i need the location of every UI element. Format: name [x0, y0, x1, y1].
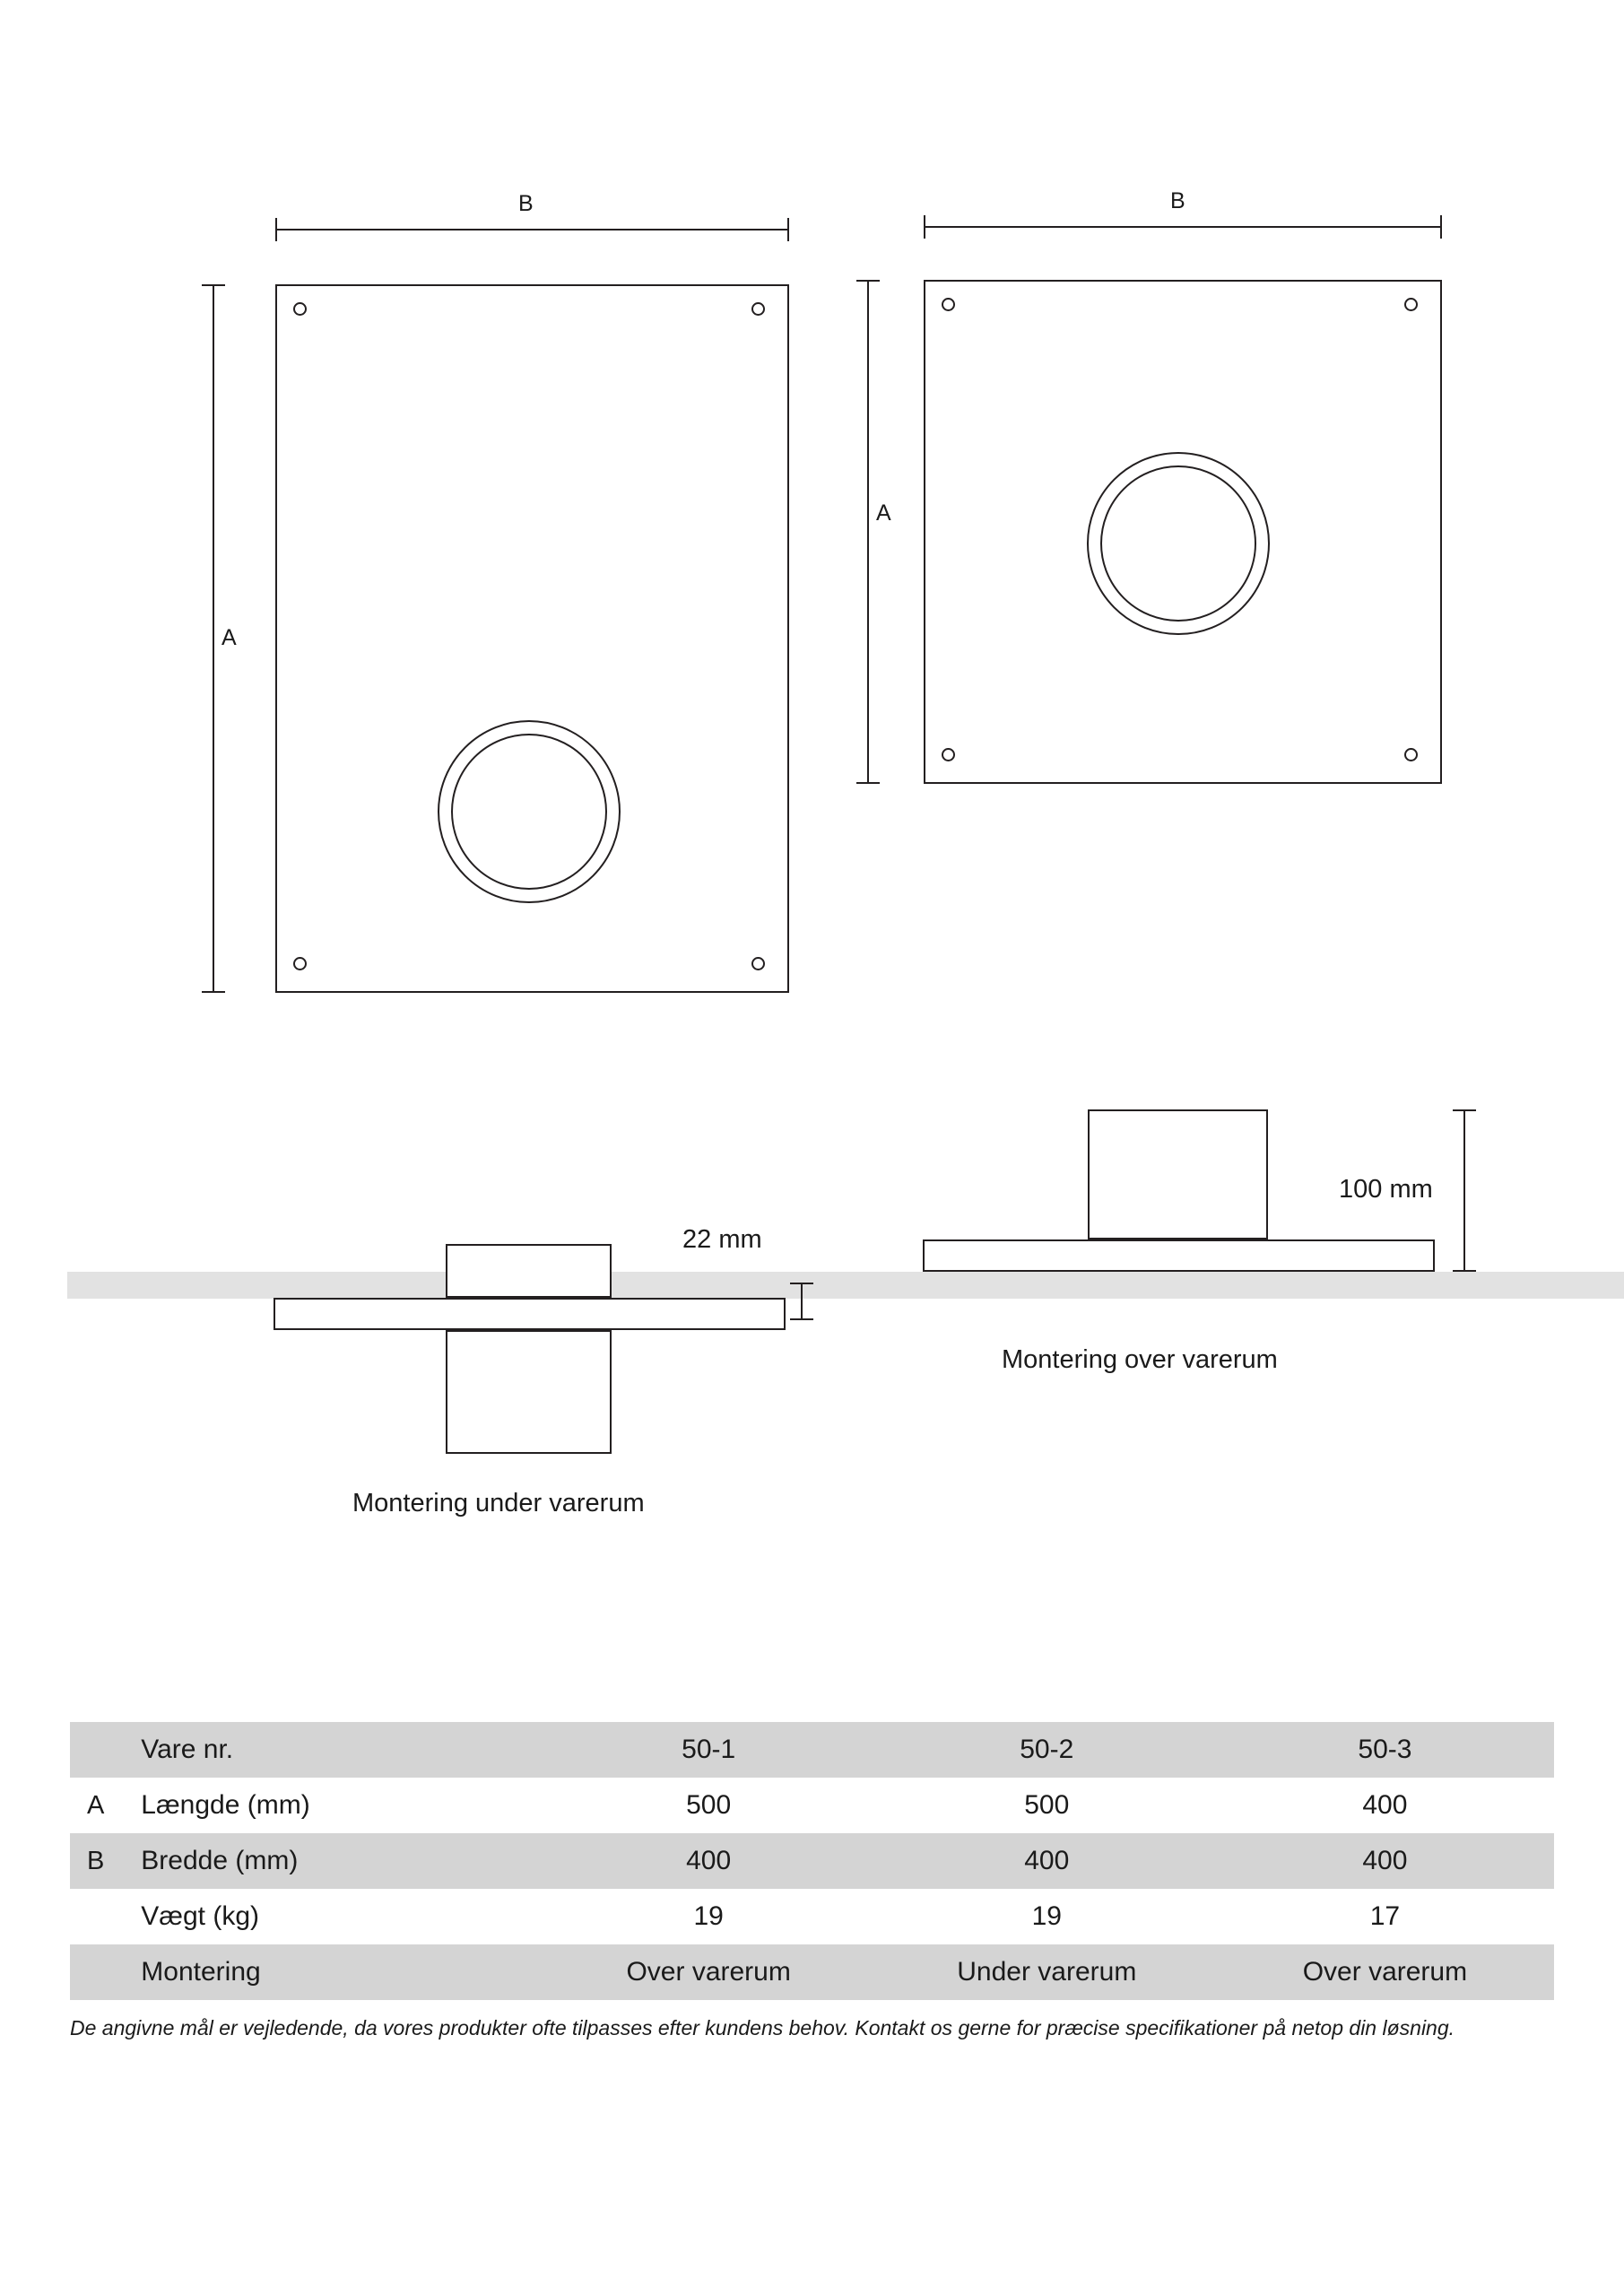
- row-ab-label: [70, 1944, 121, 2000]
- under-varerum-thickness-dimension-line: [801, 1283, 803, 1320]
- row-value-1: 500: [540, 1778, 878, 1833]
- right-plate-bolt-bottom-right: [1404, 748, 1418, 761]
- over-varerum-height-label: 100 mm: [1339, 1175, 1433, 1204]
- left-plate-width-label: B: [518, 191, 534, 216]
- right-plate-bolt-bottom-left: [942, 748, 955, 761]
- over-varerum-plate: [923, 1239, 1435, 1272]
- row-ab-label: [70, 1889, 121, 1944]
- left-plate-height-label: A: [221, 625, 237, 650]
- right-plate-bolt-top-left: [942, 298, 955, 311]
- under-varerum-thickness-label: 22 mm: [682, 1225, 762, 1254]
- table-row: [70, 1944, 1554, 2000]
- under-varerum-caption: Montering under varerum: [352, 1489, 645, 1518]
- right-plate-height-tick-bottom: [856, 782, 880, 784]
- over-varerum-height-tick-bottom: [1453, 1270, 1476, 1272]
- table-row: [70, 1778, 1554, 1833]
- right-plate-height-label: A: [876, 500, 891, 526]
- left-plate-width-tick-end: [787, 218, 789, 241]
- row-value-3: 400: [1216, 1778, 1554, 1833]
- right-plate-width-tick-end: [1440, 215, 1442, 239]
- row-ab-label: A: [70, 1778, 121, 1833]
- row-value-2: 400: [878, 1833, 1216, 1889]
- left-plate-bolt-bottom-right: [751, 957, 765, 970]
- row-ab-label: [70, 1722, 121, 1778]
- row-value-2: Under varerum: [878, 1944, 1216, 2000]
- row-value-3: 50-3: [1216, 1722, 1554, 1778]
- right-plate-width-tick-start: [924, 215, 925, 239]
- row-value-1: 19: [540, 1889, 878, 1944]
- left-plate-height-tick-bottom: [202, 991, 225, 993]
- left-plate-bolt-top-left: [293, 302, 307, 316]
- specification-table-body: [70, 1722, 1554, 2000]
- row-value-1: Over varerum: [540, 1944, 878, 2000]
- right-plate-width-label: B: [1170, 188, 1185, 213]
- left-plate-bolt-bottom-left: [293, 957, 307, 970]
- under-varerum-plate: [274, 1298, 786, 1330]
- left-plate-hole-inner-ring: [451, 734, 607, 890]
- under-varerum-thickness-tick-top: [790, 1283, 813, 1284]
- row-value-1: 50-1: [540, 1722, 878, 1778]
- row-name: Vægt (kg): [121, 1889, 539, 1944]
- right-plate-bolt-top-right: [1404, 298, 1418, 311]
- footnote-text: De angivne mål er vejledende, da vores produkter ofte tilpasses efter kundens behov. Kontakt os gerne for præcise specifikationer på netop din løsning.: [70, 2016, 1455, 2039]
- specification-table: [70, 1722, 1554, 2000]
- right-plate-height-dimension-line: [867, 280, 869, 784]
- left-plate-height-tick-top: [202, 284, 225, 286]
- table-row: [70, 1889, 1554, 1944]
- floor-band-left: [67, 1272, 812, 1299]
- row-value-1: 400: [540, 1833, 878, 1889]
- right-plate-height-tick-top: [856, 280, 880, 282]
- left-plate-width-dimension-line: [275, 229, 789, 230]
- over-varerum-duct: [1088, 1109, 1268, 1239]
- left-plate-bolt-top-right: [751, 302, 765, 316]
- row-name: Montering: [121, 1944, 539, 2000]
- row-name: Bredde (mm): [121, 1833, 539, 1889]
- under-varerum-duct-top: [446, 1244, 612, 1298]
- row-value-3: 17: [1216, 1889, 1554, 1944]
- over-varerum-caption: Montering over varerum: [1002, 1345, 1278, 1374]
- row-value-3: 400: [1216, 1833, 1554, 1889]
- row-value-2: 500: [878, 1778, 1216, 1833]
- row-ab-label: B: [70, 1833, 121, 1889]
- row-name: Længde (mm): [121, 1778, 539, 1833]
- row-value-2: 19: [878, 1889, 1216, 1944]
- left-plate-height-dimension-line: [213, 284, 214, 993]
- over-varerum-height-dimension-line: [1463, 1109, 1465, 1272]
- under-varerum-thickness-tick-bottom: [790, 1318, 813, 1320]
- row-name: Vare nr.: [121, 1722, 539, 1778]
- right-plate-width-dimension-line: [924, 226, 1442, 228]
- row-value-3: Over varerum: [1216, 1944, 1554, 2000]
- over-varerum-height-tick-top: [1453, 1109, 1476, 1111]
- floor-band-right: [812, 1272, 1624, 1299]
- under-varerum-duct-bottom: [446, 1330, 612, 1454]
- row-value-2: 50-2: [878, 1722, 1216, 1778]
- left-plate-width-tick-start: [275, 218, 277, 241]
- right-plate-hole-inner-ring: [1100, 465, 1256, 622]
- table-row: [70, 1833, 1554, 1889]
- table-row: [70, 1722, 1554, 1778]
